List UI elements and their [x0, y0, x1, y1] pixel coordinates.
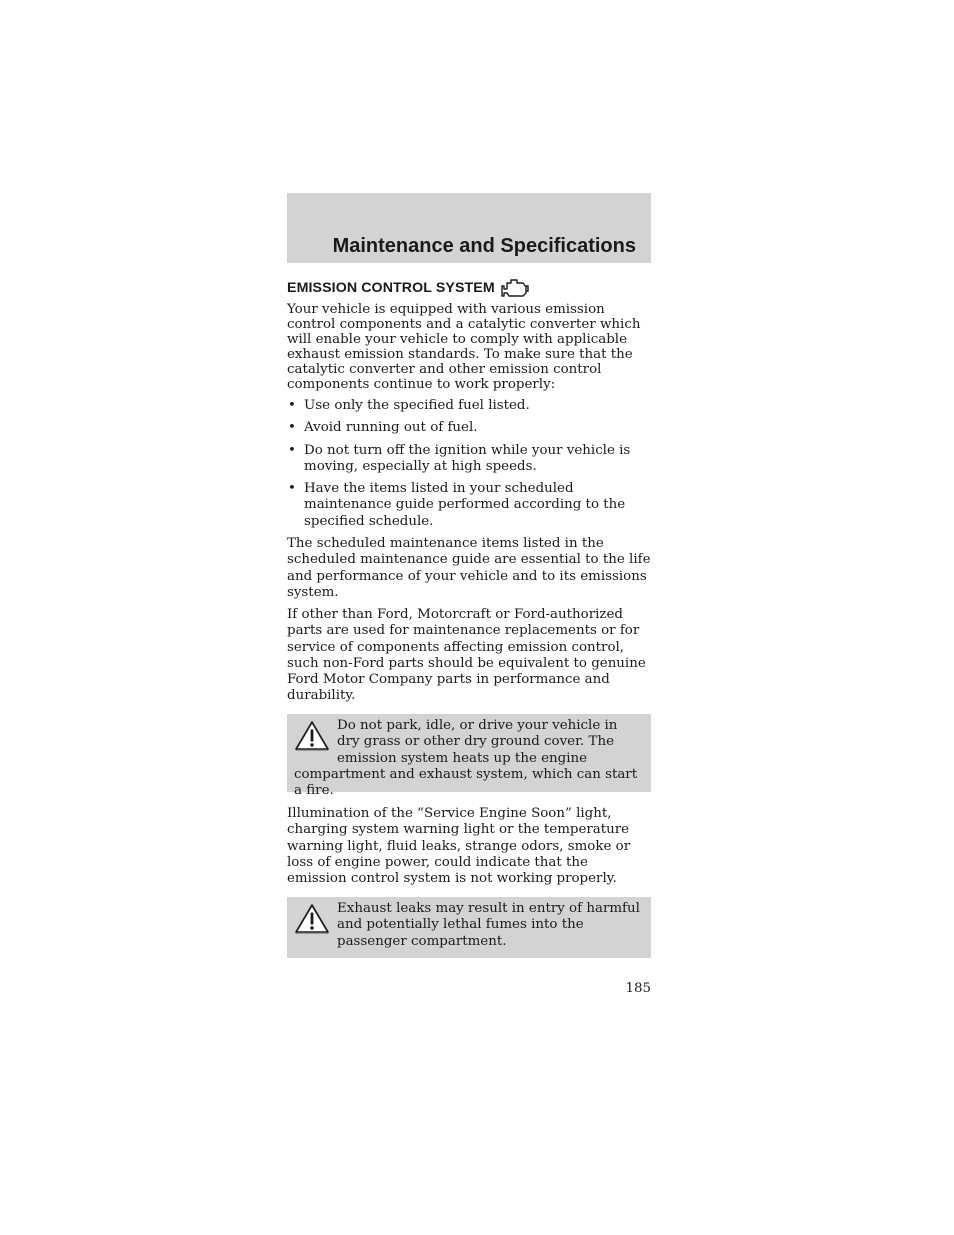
warning-text: Exhaust leaks may result in entry of harmful and potentially lethal fumes into the passenger compartment.	[337, 901, 640, 949]
list-item-text: Use only the specified fuel listed.	[304, 398, 530, 413]
precaution-list	[287, 398, 651, 536]
bullet-glyph: •	[288, 481, 296, 497]
warning-triangle-icon	[294, 902, 330, 936]
list-item-text: Avoid running out of fuel.	[304, 420, 478, 436]
warning-triangle-icon	[294, 719, 330, 753]
list-item	[287, 420, 651, 436]
illumination-paragraph: Illumination of the “Service Engine Soon” light, charging system warning light or the temperature warning light, fluid leaks, strange odors, smoke or loss of engine power, could indicate that the emission control system is not working properly.	[287, 806, 631, 887]
section-heading-text: EMISSION CONTROL SYSTEM	[287, 280, 495, 296]
section-heading	[287, 277, 651, 299]
list-item-text: Do not turn off the ignition while your vehicle is moving, especially at high speeds.	[304, 442, 631, 474]
warning-text: Do not park, idle, or drive your vehicle in dry grass or other dry ground cover. The emission system heats up the engine compartment and exhaust system, which can start a fire.	[294, 718, 638, 799]
warning-box-fire	[287, 714, 651, 799]
parts-paragraph: If other than Ford, Motorcraft or Ford-authorized parts are used for maintenance replacements or for service of components affecting emission control, such non-Ford parts should be equivalent to genuine Ford Motor Company parts in performance and durability.	[287, 607, 646, 704]
check-engine-icon	[500, 277, 530, 299]
list-item-text: Have the items listed in your scheduled maintenance guide performed according to the specified schedule.	[304, 481, 626, 529]
page-number: 185	[625, 981, 651, 996]
chapter-title: Maintenance and Specifications	[332, 235, 636, 257]
chapter-header-band	[287, 193, 651, 263]
bullet-glyph: •	[288, 442, 296, 458]
scheduled-maintenance-paragraph: The scheduled maintenance items listed in the scheduled maintenance guide are essential to the life and performance of your vehicle and to its emissions system.	[287, 536, 651, 600]
list-item	[287, 443, 651, 476]
bullet-glyph: •	[288, 398, 296, 413]
list-item	[287, 398, 651, 414]
warning-box-exhaust	[287, 897, 651, 958]
intro-paragraph: Your vehicle is equipped with various emission control components and a catalytic converter which will enable your vehicle to comply with applicable exhaust emission standards. To make sure that the catalytic converter and other emission control components continue to work properly:	[287, 302, 641, 393]
list-item	[287, 481, 651, 530]
bullet-glyph: •	[288, 420, 296, 436]
